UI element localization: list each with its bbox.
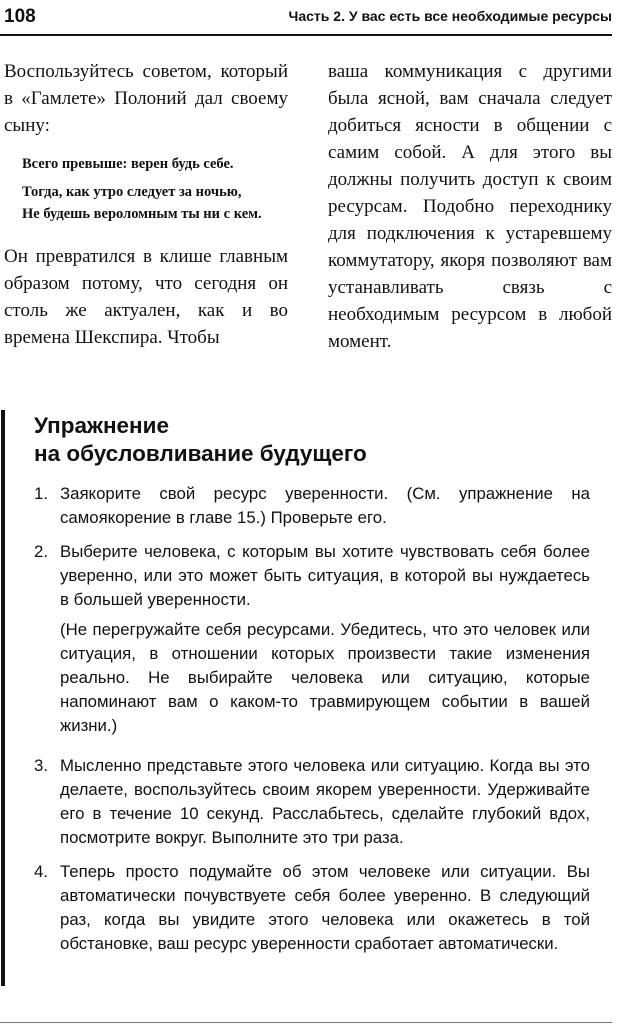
left-column (4, 58, 288, 351)
right-column (328, 58, 612, 355)
quote-line-1: Всего превыше: верен будь себе. (22, 156, 234, 172)
running-title: Часть 2. У вас есть все необходимые ресурсы (288, 8, 612, 24)
quote-line-2: Тогда, как утро следует за ночью, (22, 184, 242, 200)
exercise-box (0, 410, 600, 986)
quote-line-3: Не будешь вероломным ты ни с кем. (22, 206, 262, 222)
step-number: 1. (34, 484, 48, 503)
exercise-step-2 (34, 540, 590, 738)
step-text: Мысленно представьте этого человека или ситуацию. Когда вы это делаете, воспользуйтесь своим якорем уверенности. Удерживайте его в течение 10 секунд. Расслабьтесь, сделайте глубокий вдох, посмотрите вокруг. Выполните это три раза. (60, 756, 590, 847)
intro-paragraph: Воспользуйтесь советом, который в «Гамлете» Полоний дал своему сыну: (4, 61, 288, 136)
after-quote-paragraph: Он превратился в клише главным образом потому, что сегодня он столь же актуален, как и во времена Шекспира. Чтобы (4, 246, 288, 348)
step-text: Заякорите свой ресурс уверенности. (См. упражнение на самоякорение в главе 15.) Проверьте его. (60, 484, 590, 527)
exercise-side-bar (1, 410, 5, 986)
exercise-title (34, 412, 367, 468)
step-number: 4. (34, 862, 48, 881)
step-number: 3. (34, 756, 48, 775)
page-header (0, 0, 620, 36)
exercise-title-line-1: Упражнение (34, 413, 169, 438)
header-rule (0, 34, 612, 36)
step-text: Теперь просто подумайте об этом человеке или ситуации. Вы автоматически почувствуете себя более уверенно. В следующий раз, когда вы увидите этого человека или окажетесь в той обстановке, ваш ресурс уверенности сработает автоматически. (60, 862, 590, 953)
step-text: Выберите человека, с которым вы хотите чувствовать себя более уверенно, или это может быть ситуация, в которой вы нуждаетесь в большей уверенности. (60, 542, 590, 609)
exercise-steps (34, 482, 590, 966)
exercise-step-3 (34, 754, 590, 850)
step-number: 2. (34, 542, 48, 561)
hamlet-quote (22, 153, 288, 225)
right-column-paragraph: ваша коммуникация с другими была ясной, вам сначала следует добиться ясности в общении с самим собой. А для этого вы должны получить доступ к своим ресурсам. Подобно переходнику для подключения к устаревшему коммутатору, якоря позволяют вам устанавливать связь с необходимым ресурсом в любой момент. (328, 61, 612, 352)
step-note: (Не перегружайте себя ресурсами. Убедитесь, что это человек или ситуация, в отношении которых произвести такие изменения реально. Не выбирайте человека или ситуацию, которые напоминают вам о каком-то травмирующем событии в вашей жизни.) (60, 620, 590, 735)
exercise-title-line-2: на обусловливание будущего (34, 441, 367, 466)
page-number: 108 (4, 6, 36, 27)
bottom-rule (0, 1022, 612, 1023)
exercise-step-1 (34, 482, 590, 530)
exercise-step-4 (34, 860, 590, 956)
